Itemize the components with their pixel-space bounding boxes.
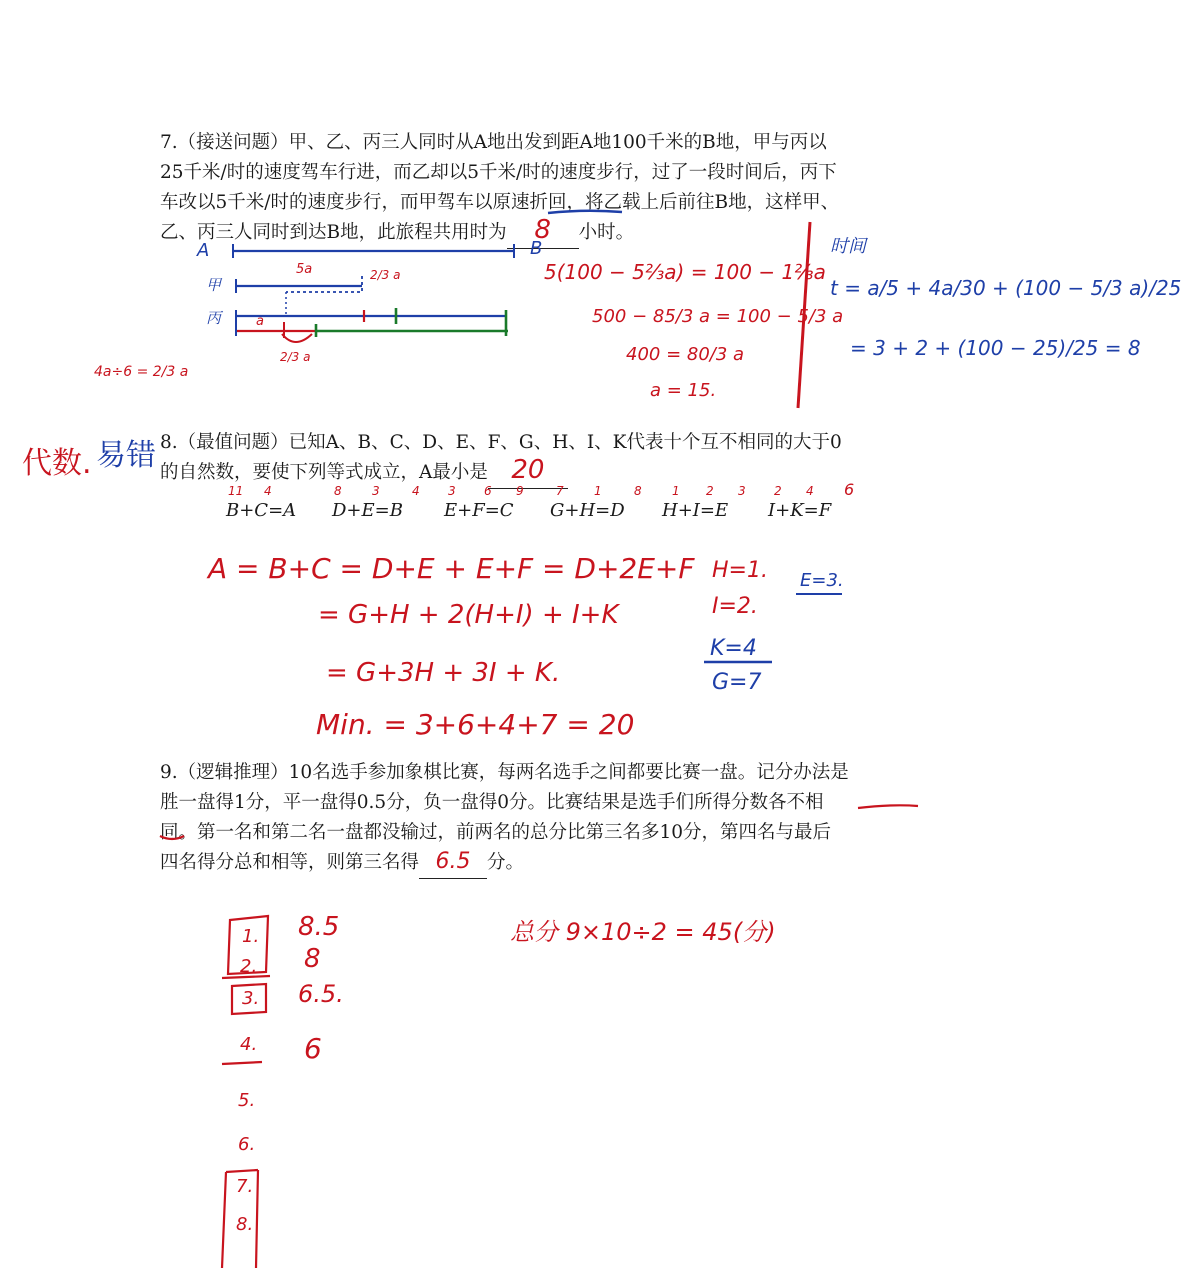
digit: 8 bbox=[334, 484, 342, 498]
problem-8-line2: 的自然数，要使下列等式成立，A最小是 bbox=[160, 462, 488, 483]
answer-9: 6.5 bbox=[435, 849, 471, 874]
problem-9-line4: 四名得分总和相等，则第三名得 bbox=[160, 852, 420, 873]
p8-side-note-1: 代数. bbox=[22, 446, 92, 481]
p7-eq1: 5(100 − 5⅔a) = 100 − 1⅔a bbox=[544, 260, 826, 284]
digit: 3 bbox=[448, 484, 456, 498]
digit: 8 bbox=[634, 484, 642, 498]
score-item: 8.5 bbox=[298, 912, 340, 942]
p8-work-line1: A = B+C = D+E + E+F = D+2E+F bbox=[208, 552, 695, 585]
diagram-label-jia: 甲 bbox=[206, 276, 222, 294]
diagram-label-a: A bbox=[197, 240, 210, 261]
digit: 6 bbox=[484, 484, 492, 498]
p8-g-value: G=7 bbox=[712, 670, 762, 695]
equation-2: D+E=B bbox=[332, 500, 403, 521]
equation-3: E+F=C bbox=[444, 500, 514, 521]
problem-8-line1: 8.（最值问题）已知A、B、C、D、E、F、G、H、I、K代表十个互不相同的大于0 bbox=[160, 432, 842, 453]
rank-item: 1. bbox=[242, 926, 260, 947]
problem-7-line4-end: 小时。 bbox=[578, 222, 635, 243]
rank-item: 3. bbox=[242, 988, 260, 1009]
rank-item: 7. bbox=[236, 1176, 254, 1197]
digit: 2 bbox=[706, 484, 714, 498]
digit: 9 bbox=[516, 484, 524, 498]
rank-item: 5. bbox=[238, 1090, 256, 1111]
diagram-frac-top: 2/3 a bbox=[370, 268, 401, 282]
diagram-frac-bottom: 2/3 a bbox=[280, 350, 311, 364]
digit: 4 bbox=[264, 484, 272, 498]
diagram-label-bing: 丙 bbox=[206, 309, 222, 327]
p7-t-eq: t = a/5 + 4a/30 + (100 − 5/3 a)/25 bbox=[830, 276, 1181, 300]
digit: 3 bbox=[738, 484, 746, 498]
answer-8: 20 bbox=[511, 455, 545, 485]
diagram-seg-5a: 5a bbox=[296, 262, 313, 277]
p7-eq4: a = 15. bbox=[650, 380, 717, 401]
digit: 1 bbox=[594, 484, 602, 498]
score-item: 8 bbox=[304, 944, 321, 974]
p8-e-value: E=3. bbox=[800, 570, 844, 591]
problem-9-line2: 胜一盘得1分，平一盘得0.5分，负一盘得0分。比赛结果是选手们所得分数各不相 bbox=[160, 792, 824, 813]
rank-item: 2. bbox=[240, 956, 258, 977]
p8-side-note-2: 易错 bbox=[96, 438, 156, 473]
p8-work-line3: = G+3H + 3I + K. bbox=[326, 658, 561, 688]
problem-7-line3: 车改以5千米/时的速度步行，而甲驾车以原速折回，将乙载上后前往B地，这样甲、 bbox=[160, 192, 840, 213]
problem-7-line1: 7.（接送问题）甲、乙、丙三人同时从A地出发到距A地100千米的B地，甲与丙以 bbox=[160, 132, 827, 153]
problem-9-line1: 9.（逻辑推理）10名选手参加象棋比赛，每两名选手之间都要比赛一盘。记分办法是 bbox=[160, 762, 849, 783]
p8-k-value: K=4 bbox=[710, 636, 757, 661]
diagram-left-note: 4a÷6 = 2/3 a bbox=[94, 364, 189, 380]
p7-time-label: 时间 bbox=[830, 236, 866, 257]
equation-5: H+I=E bbox=[662, 500, 729, 521]
p7-eq3: 400 = 80/3 a bbox=[626, 344, 745, 365]
digit: 7 bbox=[556, 484, 564, 498]
digit: 1 bbox=[672, 484, 680, 498]
digit: 2 bbox=[774, 484, 782, 498]
digit: 6 bbox=[844, 480, 855, 499]
score-item: 6 bbox=[304, 1032, 322, 1065]
answer-7: 8 bbox=[534, 215, 551, 245]
problem-7-line2: 25千米/时的速度驾车行进，而乙却以5千米/时的速度步行，过了一段时间后，丙下 bbox=[160, 162, 837, 183]
digit: 4 bbox=[806, 484, 814, 498]
diagram-label-b: B bbox=[530, 238, 543, 259]
problem-9-line3: 同。第一名和第二名一盘都没输过，前两名的总分比第三名多10分，第四名与最后 bbox=[160, 822, 832, 843]
p7-eq2: 500 − 85/3 a = 100 − 5/3 a bbox=[592, 306, 844, 327]
digit: 4 bbox=[412, 484, 420, 498]
p8-work-line4: Min. = 3+6+4+7 = 20 bbox=[316, 708, 635, 741]
p8-i-value: I=2. bbox=[712, 594, 758, 619]
p9-total: 总分 9×10÷2 = 45(分) bbox=[510, 918, 776, 946]
problem-9-line4-end: 分。 bbox=[487, 852, 525, 873]
rank-item: 6. bbox=[238, 1134, 256, 1155]
p7-t-eq2: = 3 + 2 + (100 − 25)/25 = 8 bbox=[850, 336, 1141, 360]
equation-4: G+H=D bbox=[550, 500, 625, 521]
p8-work-line2: = G+H + 2(H+I) + I+K bbox=[318, 600, 619, 630]
diagram-seg-a: a bbox=[256, 314, 264, 329]
p8-h-value: H=1. bbox=[712, 558, 768, 583]
digit: 3 bbox=[372, 484, 380, 498]
equation-6: I+K=F bbox=[768, 500, 832, 521]
equation-1: B+C=A bbox=[226, 500, 297, 521]
score-item: 6.5. bbox=[298, 980, 344, 1008]
rank-item: 8. bbox=[236, 1214, 254, 1235]
rank-item: 4. bbox=[240, 1034, 258, 1055]
digit: 11 bbox=[228, 484, 244, 498]
problem-7-line4: 乙、丙三人同时到达B地，此旅程共用时为 bbox=[160, 222, 507, 243]
